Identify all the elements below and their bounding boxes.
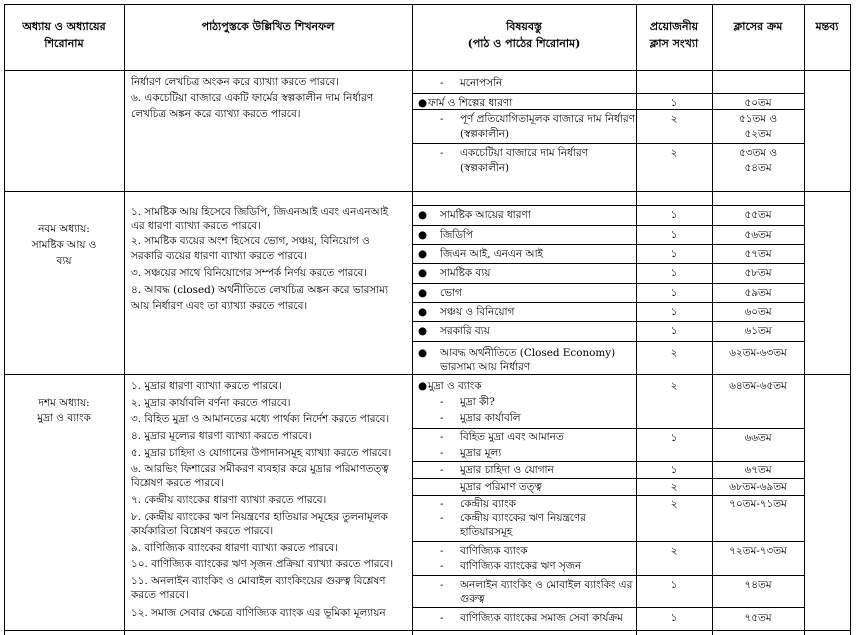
class-order: ৬০তম xyxy=(744,306,772,318)
row-sep xyxy=(412,541,804,542)
outcome-line: ১. মুদ্রার ধারণা ব্যাখ্যা করতে পারবে। xyxy=(131,380,282,392)
outcome-line: ৫. মুদ্রার চাহিদা ও যোগানের উপাদানসমূহ ব্যাখ্যা করতে পারবে। xyxy=(131,447,392,459)
outcome-line: করতে পারবে। xyxy=(131,589,189,601)
class-count: ১ xyxy=(670,248,678,260)
class-order: ৬৭তম xyxy=(744,464,772,476)
content-bullet: ● xyxy=(418,267,428,279)
content-item: অনলাইন ব্যাংকিং ও মোবাইল ব্যাংকিং এর xyxy=(460,579,633,591)
class-order: ৫২তম xyxy=(744,128,772,140)
content-item: সরকারি ব্যয় xyxy=(440,325,490,337)
row-sep xyxy=(412,461,804,462)
content-bullet: - xyxy=(440,545,444,557)
class-order: ৫৪তম xyxy=(744,162,772,174)
outcome-line: ৩. সঞ্চয়ের সাথে বিনিয়োগের সম্পর্ক নির্ণয় করতে পারবে। xyxy=(131,267,368,279)
table-bottom-border xyxy=(4,630,850,631)
row-sep xyxy=(412,341,804,342)
header-outcomes-label: পাঠ্যপুস্তকে উল্লিখিত শিখনফল xyxy=(201,20,335,33)
col-border-6 xyxy=(850,4,851,635)
content-item: ভোগ xyxy=(440,287,462,299)
content-item: মুদ্রা কী? xyxy=(460,396,495,408)
content-bullet: - xyxy=(440,431,444,443)
col-border-5 xyxy=(804,4,805,635)
class-order: ৬১তম xyxy=(744,325,772,337)
content-item: কেন্দ্রীয় ব্যাংক xyxy=(460,498,516,510)
col-border-0 xyxy=(4,4,5,635)
outcome-line: ১১. অনলাইন ব্যাংকিং ও মোবাইল ব্যাংকিংয়ের গুরুত্ব বিশ্লেষণ xyxy=(131,575,386,587)
content-item: সঞ্চয় ও বিনিয়োগ xyxy=(440,306,515,318)
header-chapter-line1: অধ্যায় ও অধ্যায়ের xyxy=(22,20,106,33)
content-bullet: ● xyxy=(418,97,428,109)
table-top-border xyxy=(4,4,850,5)
content-bullet: ● xyxy=(418,229,428,241)
content-item: গুরুত্ব xyxy=(460,593,485,605)
header-classes xyxy=(636,18,712,52)
outcome-line: ৬. একচেটিয়া বাজারে একটি ফার্মের স্বল্পকালীন দাম নির্ধারণ xyxy=(131,92,374,104)
header-classes-line1: প্রয়োজনীয় xyxy=(649,20,699,33)
class-order: ৭৫তম xyxy=(744,612,772,624)
content-item: বিহিত মুদ্রা এবং আমানত xyxy=(460,431,564,443)
outcome-line: ৩. বিহিত মুদ্রা ও আমানতের মধ্যে পার্থক্য নির্দেশ করতে পারবে। xyxy=(131,413,390,425)
class-count: ১ xyxy=(670,464,678,476)
header-order-label: ক্লাসের ক্রম xyxy=(733,20,783,33)
content-bullet: ● xyxy=(418,306,428,318)
content-item: হাতিয়ারসমূহ xyxy=(460,526,513,538)
class-count: ১ xyxy=(670,229,678,241)
content-bullet: - xyxy=(440,447,444,459)
class-count: ১ xyxy=(670,287,678,299)
class-order: ৬৪তম-৬৫তম xyxy=(729,380,787,392)
row-sep xyxy=(412,143,804,144)
class-order: ৫৫তম xyxy=(744,209,772,221)
content-item: মনোপসনি xyxy=(460,77,503,89)
content-bullet: ● xyxy=(418,248,428,260)
class-count: ১ xyxy=(670,209,678,221)
chapter-title-line: মুদ্রা ও ব্যাংক xyxy=(37,412,91,424)
outcome-line: ৭. কেন্দ্রীয় ব্যাংকের ধারণা ব্যাখ্যা করতে পারবে। xyxy=(131,494,327,506)
chapter-title-line: নবম অধ্যায়: xyxy=(38,223,90,235)
class-order: ৫০তম xyxy=(744,97,772,109)
outcome-line: লেখচিত্র অঙ্কন করে ব্যাখ্যা করতে পারবে। xyxy=(131,108,301,120)
class-count: ১ xyxy=(670,267,678,279)
class-order: ৫৭তম xyxy=(744,248,772,260)
content-item: বাণিজ্যিক ব্যাংক xyxy=(460,545,528,557)
block1-bottom-border xyxy=(4,191,850,192)
row-sep xyxy=(412,93,804,94)
class-order: ৫৮তম xyxy=(744,267,772,279)
outcome-line: এর ধারণা ব্যাখ্যা করতে পারবে। xyxy=(131,220,261,232)
outcome-line: নির্ধারণ লেখচিত্র অংকন করে ব্যাখ্যা করতে পারবে। xyxy=(131,76,339,88)
content-item: বাণিজ্যিক ব্যাংকের ঋণ সৃজন xyxy=(460,560,582,572)
row-sep xyxy=(412,263,804,264)
row-sep xyxy=(412,205,804,206)
class-count: ১ xyxy=(670,306,678,318)
content-bullet: ● xyxy=(418,209,428,221)
content-item: ভারসাম্য আয় নির্ধারণ xyxy=(440,361,530,373)
class-count: ১ xyxy=(670,579,678,591)
chapter-title-line: ব্যয় xyxy=(56,255,72,267)
class-count: ২ xyxy=(670,113,678,125)
class-order: ৬৮তম-৬৯তম xyxy=(729,481,787,493)
header-remarks xyxy=(804,18,850,35)
header-chapter-line2: শিরোনাম xyxy=(44,37,84,50)
class-order: ৫৬তম xyxy=(744,229,772,241)
content-item: মুদ্রার পরিমাণ তত্ত্ব xyxy=(460,481,542,493)
content-bullet: - xyxy=(440,612,444,624)
row-sep xyxy=(412,495,804,496)
class-count: ১ xyxy=(670,97,678,109)
content-bullet: - xyxy=(440,147,444,159)
content-item: সামষ্টিক ব্যয় xyxy=(440,267,491,279)
class-count: ২ xyxy=(670,481,678,493)
content-bullet: - xyxy=(440,412,444,424)
outcome-line: কার্যকারিতা বিশ্লেষণ করতে পারবে। xyxy=(131,525,274,537)
chapter-title-line: দশম অধ্যায়: xyxy=(38,397,90,409)
outcome-line: সরকারি ব্যয়ের ধারণা ব্যাখ্যা করতে পারবে। xyxy=(131,250,307,262)
content-item: মুদ্রার কার্যাবলি xyxy=(460,412,521,424)
content-bullet: - xyxy=(440,579,444,591)
content-item: ফার্ম ও শিল্পের ধারণা xyxy=(428,97,513,109)
outcome-line: ১২. সমাজ সেবার ক্ষেত্রে বাণিজ্যিক ব্যাংক এর ভূমিকা মূল্যায়ন xyxy=(131,607,386,619)
content-bullet: - xyxy=(440,77,444,89)
class-order: ৭২তম-৭৩তম xyxy=(729,545,787,557)
class-order: ৫১তম ও xyxy=(738,113,777,125)
outcome-line: ৯. বাণিজ্যিক ব্যাংকের ধারণা ব্যাখ্যা করতে পারবে। xyxy=(131,542,338,554)
header-content xyxy=(412,18,636,52)
class-count: ১ xyxy=(670,432,678,444)
class-count: ১ xyxy=(670,612,678,624)
content-item: সামষ্টিক আয়ের ধারণা xyxy=(440,209,531,221)
content-item: আবদ্ধ অর্থনীতিতে (Closed Economy) xyxy=(440,347,616,359)
content-bullet: ● xyxy=(418,380,428,392)
class-order: ৭০তম-৭১তম xyxy=(729,498,787,510)
outcome-line: বিশ্লেষণ করতে পারবে। xyxy=(131,477,224,489)
content-item: কেন্দ্রীয় ব্যাংকের ঋণ নিয়ন্ত্রণের xyxy=(460,512,586,524)
header-order xyxy=(712,18,804,35)
content-item: জিএন আই, এনএন আই xyxy=(440,248,543,260)
content-bullet: ● xyxy=(418,347,428,359)
class-order: ৬২তম-৬৩তম xyxy=(729,347,787,359)
content-item: মুদ্রা ও ব্যাংক xyxy=(428,380,482,392)
outcome-line: ২. সামষ্টিক ব্যয়ের অংশ হিসেবে ভোগ, সঞ্চয়, বিনিয়োগ ও xyxy=(131,235,370,247)
class-order: ৬৬তম xyxy=(744,432,772,444)
class-count: ২ xyxy=(670,147,678,159)
class-order: ৫৯তম xyxy=(744,287,772,299)
header-outcomes xyxy=(124,18,412,35)
content-bullet: ● xyxy=(418,325,428,337)
outcome-line: ১০. বাণিজ্যিক ব্যাংকের ঋণ সৃজন প্রক্রিয়া ব্যাখ্যা করতে পারবে। xyxy=(131,558,394,570)
header-remarks-label: মন্তব্য xyxy=(815,20,839,33)
content-bullet: - xyxy=(440,498,444,510)
outcome-line: ৬. আরভিং ফিশারের সমীকরণ ব্যবহার করে মুদ্রার পরিমাণতত্ত্ব xyxy=(131,463,389,475)
header-classes-line2: ক্লাস সংখ্যা xyxy=(649,37,699,50)
content-item: মুদ্রার মূল্য xyxy=(460,447,502,459)
row-sep xyxy=(412,321,804,322)
outcome-line: আয় নির্ধারণ এবং তা ব্যাখ্যা করতে পারবে। xyxy=(131,300,308,312)
row-sep xyxy=(412,428,804,429)
header-content-line1: বিষয়বস্তু xyxy=(506,20,542,33)
class-order: ৫৩তম ও xyxy=(738,147,777,159)
row-sep xyxy=(412,225,804,226)
content-bullet: ● xyxy=(418,287,428,299)
class-count: ২ xyxy=(670,380,678,392)
row-sep xyxy=(412,244,804,245)
content-item: একচেটিয়া বাজারে দাম নির্ধারণ xyxy=(460,147,588,159)
class-count: ২ xyxy=(670,498,678,510)
class-count: ২ xyxy=(670,347,678,359)
row-sep xyxy=(412,607,804,608)
content-item: (স্বল্পকালীন) xyxy=(460,162,510,174)
outcome-line: ২. মুদ্রার কার্যাবলি বর্ণনা করতে পারবে। xyxy=(131,397,291,409)
class-order: ৭৪তম xyxy=(744,579,772,591)
content-bullet: - xyxy=(440,560,444,572)
outcome-line: ৪. মুদ্রার মূল্যের ধারণা ব্যাখ্যা করতে পারবে। xyxy=(131,430,312,442)
block2-bottom-border xyxy=(4,374,850,375)
outcome-line: ৮. কেন্দ্রীয় ব্যাংকের ঋণ নিয়ন্ত্রণের হাতিয়ার সমূহের তুলনামূলক xyxy=(131,511,388,523)
content-bullet: - xyxy=(440,113,444,125)
class-count: ১ xyxy=(670,325,678,337)
content-bullet: - xyxy=(440,396,444,408)
content-item: বাণিজ্যিক ব্যাংকের সমাজ সেবা কার্যক্রম xyxy=(460,612,623,624)
content-item: পূর্ণ প্রতিযোগিতামূলক বাজারে দাম নির্ধারণ xyxy=(460,113,635,125)
outcome-line: ১. সামষ্টিক আয় হিসেবে জিডিপি, জিএনআই এবং এনএনআই xyxy=(131,206,388,218)
header-chapter xyxy=(4,18,124,52)
content-item: জিডিপি xyxy=(440,229,473,241)
row-sep xyxy=(412,283,804,284)
header-bottom-border xyxy=(4,70,850,71)
content-item: (স্বল্পকালীন) xyxy=(460,128,510,140)
class-count: ২ xyxy=(670,545,678,557)
row-sep xyxy=(412,478,804,479)
header-content-line2: (পাঠ ও পাঠের শিরোনাম) xyxy=(467,37,581,50)
chapter-title-line: সামষ্টিক আয় ও xyxy=(31,239,97,251)
content-bullet: - xyxy=(440,512,444,524)
col-border-1 xyxy=(124,4,125,635)
row-sep xyxy=(412,302,804,303)
outcome-line: ৪. আবদ্ধ (closed) অর্থনীতিতে লেখচিত্র অঙ্কন করে ভারসাম্য xyxy=(131,284,388,296)
row-sep xyxy=(412,575,804,576)
content-item: মুদ্রার চাহিদা ও যোগান xyxy=(460,464,554,476)
content-bullet: - xyxy=(440,464,444,476)
